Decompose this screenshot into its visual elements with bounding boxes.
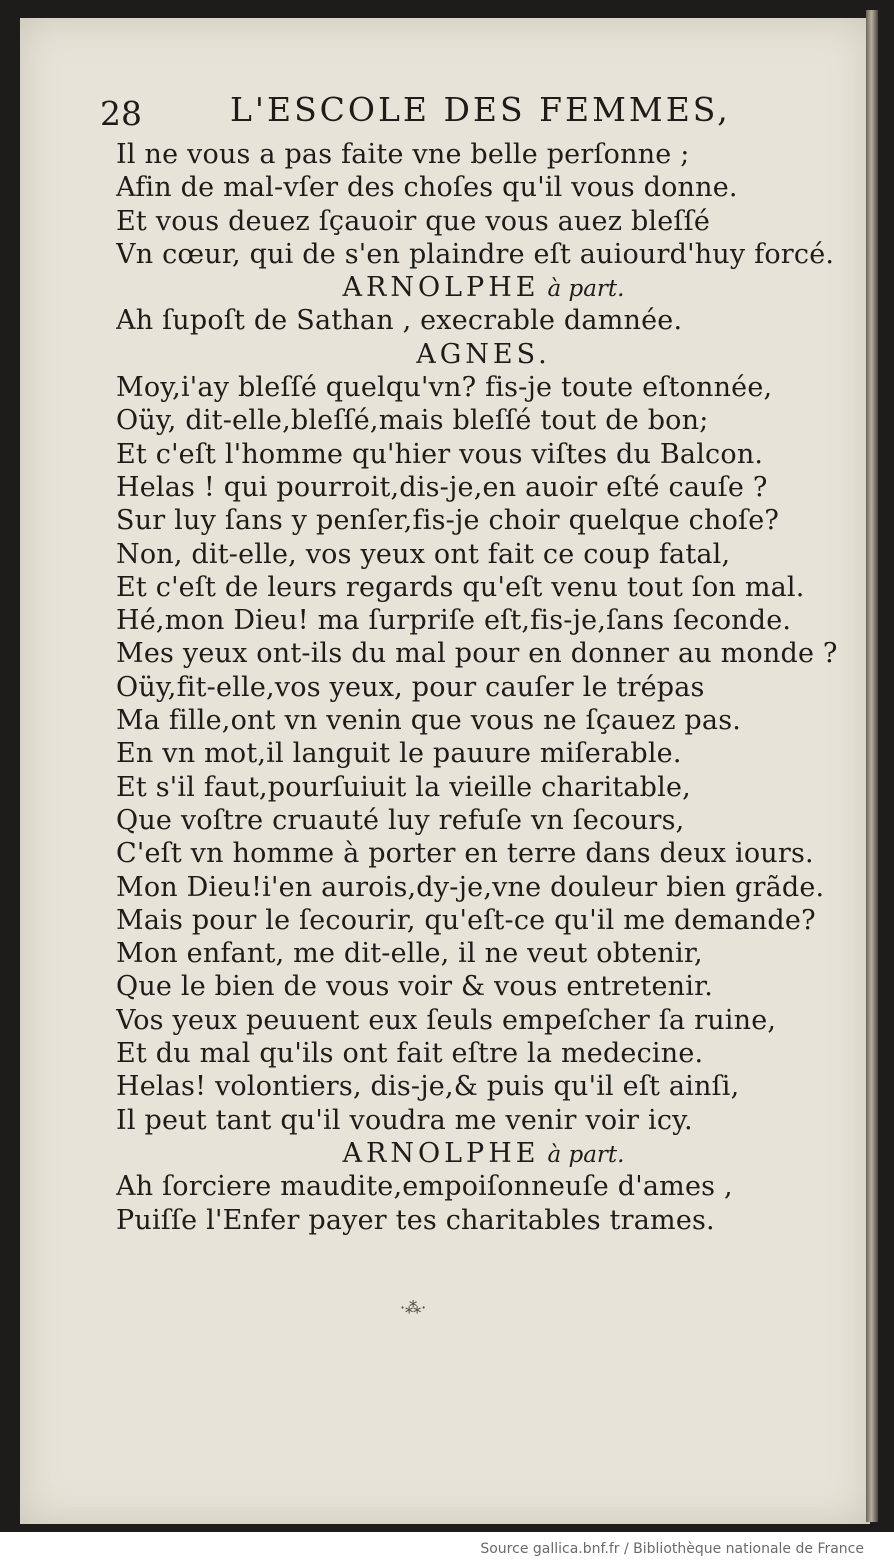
verse-line: Hé,mon Dieu! ma ſurpriſe eſt,fis-je,ſans ſeconde. — [116, 605, 792, 637]
verse-line: Ah ſupoſt de Sathan , execrable damnée. — [116, 305, 683, 337]
verse-line: Et du mal qu'ils ont fait eſtre la medecine. — [116, 1038, 704, 1070]
verse-line: Mon Dieu!i'en aurois,dy-je,vne douleur bien grãde. — [116, 871, 825, 903]
verse-line: Vos yeux peuuent eux ſeuls empeſcher ſa ruine, — [116, 1004, 777, 1036]
verse-line: Il peut tant qu'il voudra me venir voir icy. — [116, 1104, 693, 1136]
verse-line: Moy,i'ay bleſſé quelqu'vn? fis-je toute eſtonnée, — [116, 372, 773, 404]
stage-direction: à part. — [547, 276, 625, 303]
speaker-heading — [116, 1137, 851, 1170]
running-title: L'ESCOLE DES FEMMES, — [230, 90, 731, 129]
speaker-name: AGNES. — [416, 338, 551, 370]
verse-line: Afin de mal-vſer des choſes qu'il vous donne. — [116, 172, 738, 204]
verse-line: Mon enfant, me dit-elle, il ne veut obtenir, — [116, 938, 703, 970]
verse-line: Mais pour le ſecourir, qu'eſt-ce qu'il me demande? — [116, 904, 816, 936]
verse-line: C'eſt vn homme à porter en terre dans deux iours. — [116, 838, 814, 870]
speaker-heading — [116, 271, 851, 304]
verse-line: Ma fille,ont vn venin que vous ne ſçauez pas. — [116, 705, 742, 737]
ornament-mark: ·⁂· — [400, 1298, 427, 1317]
verse-line: Ah ſorciere maudite,empoiſonneuſe d'ames , — [116, 1171, 733, 1203]
verse-line: Mes yeux ont-ils du mal pour en donner au monde ? — [116, 638, 838, 670]
verse-line: Oüy,fit-elle,vos yeux, pour cauſer le trépas — [116, 671, 705, 703]
page-header — [100, 90, 740, 140]
verse-line: Et c'eſt de leurs regards qu'eſt venu tout ſon mal. — [116, 571, 805, 603]
verse-line: Et s'il faut,pourſuiuit la vieille charitable, — [116, 771, 691, 803]
verse-line: Oüy, dit-elle,bleſſé,mais bleſſé tout de bon; — [116, 405, 709, 437]
verse-line: Helas ! qui pourroit,dis-je,en auoir eſté cauſe ? — [116, 471, 768, 503]
stage-direction: à part. — [547, 1141, 625, 1168]
verse-line: Non, dit-elle, vos yeux ont fait ce coup fatal, — [116, 538, 731, 570]
verse-line: Que voſtre cruauté luy refuſe vn ſecours, — [116, 804, 685, 836]
page-number: 28 — [100, 94, 142, 133]
book-gutter — [866, 10, 878, 1522]
verse-line: Vn cœur, qui de s'en plaindre eſt auiourd'huy forcé. — [116, 238, 835, 270]
verse-line: Helas! volontiers, dis-je,& puis qu'il eſt ainſi, — [116, 1071, 740, 1103]
verse-line: Et vous deuez ſçauoir que vous auez bleſſé — [116, 205, 711, 237]
verse-line: En vn mot,il languit le pauure miſerable. — [116, 738, 682, 770]
play-text — [116, 138, 851, 1237]
verse-line: Il ne vous a pas faite vne belle perſonne ; — [116, 139, 690, 170]
source-footer: Source gallica.bnf.fr / Bibliothèque nationale de France — [480, 1541, 864, 1557]
speaker-name: ARNOLPHE — [342, 1137, 540, 1169]
speaker-name: ARNOLPHE — [342, 272, 540, 304]
speaker-heading — [116, 338, 851, 371]
verse-line: Sur luy ſans y penſer,fis-je choir quelque choſe? — [116, 505, 780, 537]
verse-line: Puiſſe l'Enfer payer tes charitables trames. — [116, 1204, 715, 1236]
verse-line: Et c'eſt l'homme qu'hier vous viſtes du Balcon. — [116, 438, 764, 470]
verse-line: Que le bien de vous voir & vous entretenir. — [116, 971, 713, 1003]
